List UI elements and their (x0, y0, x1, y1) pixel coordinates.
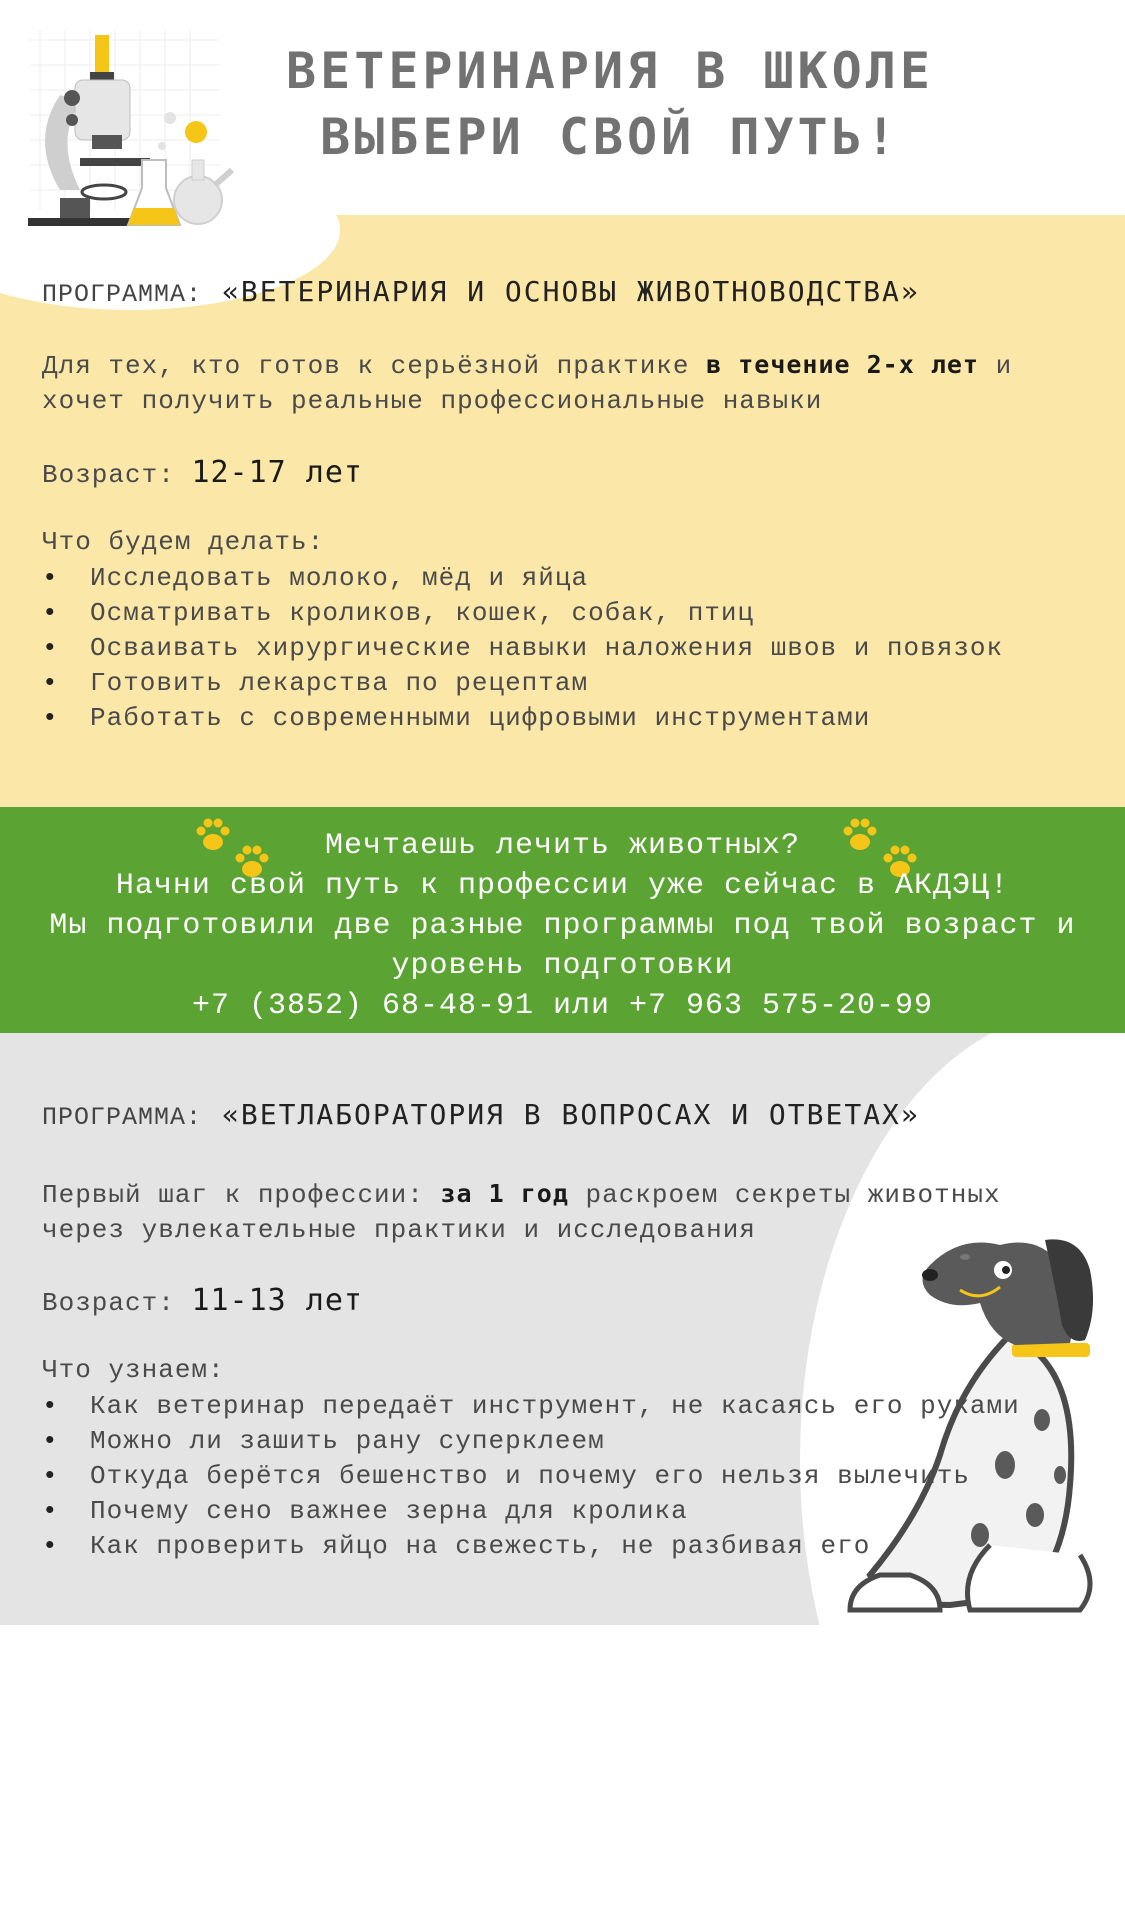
microscope-illustration (20, 20, 250, 240)
list-item: • Готовить лекарства по рецептам (42, 666, 1102, 701)
program1-label: ПРОГРАММА: (42, 280, 203, 309)
program2-label: ПРОГРАММА: (42, 1103, 203, 1132)
program2-title (42, 1098, 920, 1134)
list-item: • Исследовать молоко, мёд и яйца (42, 561, 1102, 596)
program1-age-label: Возраст: (42, 460, 175, 490)
program2-age (42, 1283, 363, 1318)
program2-duration: за 1 год (440, 1179, 569, 1208)
program1-duration: в течение 2-х лет (706, 350, 979, 379)
program1-name: «ВЕТЕРИНАРИЯ И ОСНОВЫ ЖИВОТНОВОДСТВА» (222, 275, 920, 308)
contact-phones: +7 (3852) 68-48-91 или +7 963 575-20-99 (191, 989, 934, 1023)
program1-age-value: 12-17 лет (191, 455, 363, 490)
program2-list-title: Что узнаем: (42, 1355, 225, 1385)
program1-list-title: Что будем делать: (42, 527, 325, 557)
list-item: • Работать с современными цифровыми инструментами (42, 701, 1102, 736)
program2-topics-list (42, 1389, 1102, 1564)
program1-desc-text: Для тех, кто готов к серьёзной практике (42, 351, 690, 381)
title-line-1: ВЕТЕРИНАРИЯ В ШКОЛЕ (286, 42, 934, 100)
list-item: • Как проверить яйцо на свежесть, не разбивая его (42, 1529, 1102, 1564)
title-line-2: ВЫБЕРИ СВОЙ ПУТЬ! (320, 108, 900, 166)
program1-desc-text-end: и хочет получить реальные профессиональные навыки (42, 351, 1013, 416)
program1-title (42, 275, 920, 311)
list-item: • Как ветеринар передаёт инструмент, не касаясь его руками (42, 1389, 1102, 1424)
program2-desc-text-end: раскроем секреты животных через увлекательные практики и исследования (42, 1180, 1001, 1245)
banner-call-to-action: Начни свой путь к профессии уже сейчас в АКДЭЦ! (115, 869, 1010, 903)
cta-banner-text (0, 826, 1125, 1026)
list-item: • Откуда берётся бешенство и почему его нельзя вылечить (42, 1459, 1102, 1494)
program2-name: «ВЕТЛАБОРАТОРИЯ В ВОПРОСАХ И ОТВЕТАХ» (222, 1098, 920, 1131)
page-title (240, 38, 980, 170)
list-item: • Почему сено важнее зерна для кролика (42, 1494, 1102, 1529)
list-item: • Осваивать хирургические навыки наложения швов и повязок (42, 631, 1102, 666)
program1-age (42, 455, 363, 490)
program2-age-label: Возраст: (42, 1288, 175, 1318)
program1-description (42, 347, 1092, 419)
banner-description: Мы подготовили две разные программы под твой возраст и уровень подготовки (49, 909, 1076, 983)
program1-activity-list (42, 561, 1102, 736)
list-item: • Можно ли зашить рану суперклеем (42, 1424, 1102, 1459)
banner-question: Мечтаешь лечить животных? (324, 829, 801, 863)
program2-desc-text: Первый шаг к профессии: (42, 1180, 424, 1210)
list-item: • Осматривать кроликов, кошек, собак, птиц (42, 596, 1102, 631)
program2-age-value: 11-13 лет (191, 1283, 363, 1318)
